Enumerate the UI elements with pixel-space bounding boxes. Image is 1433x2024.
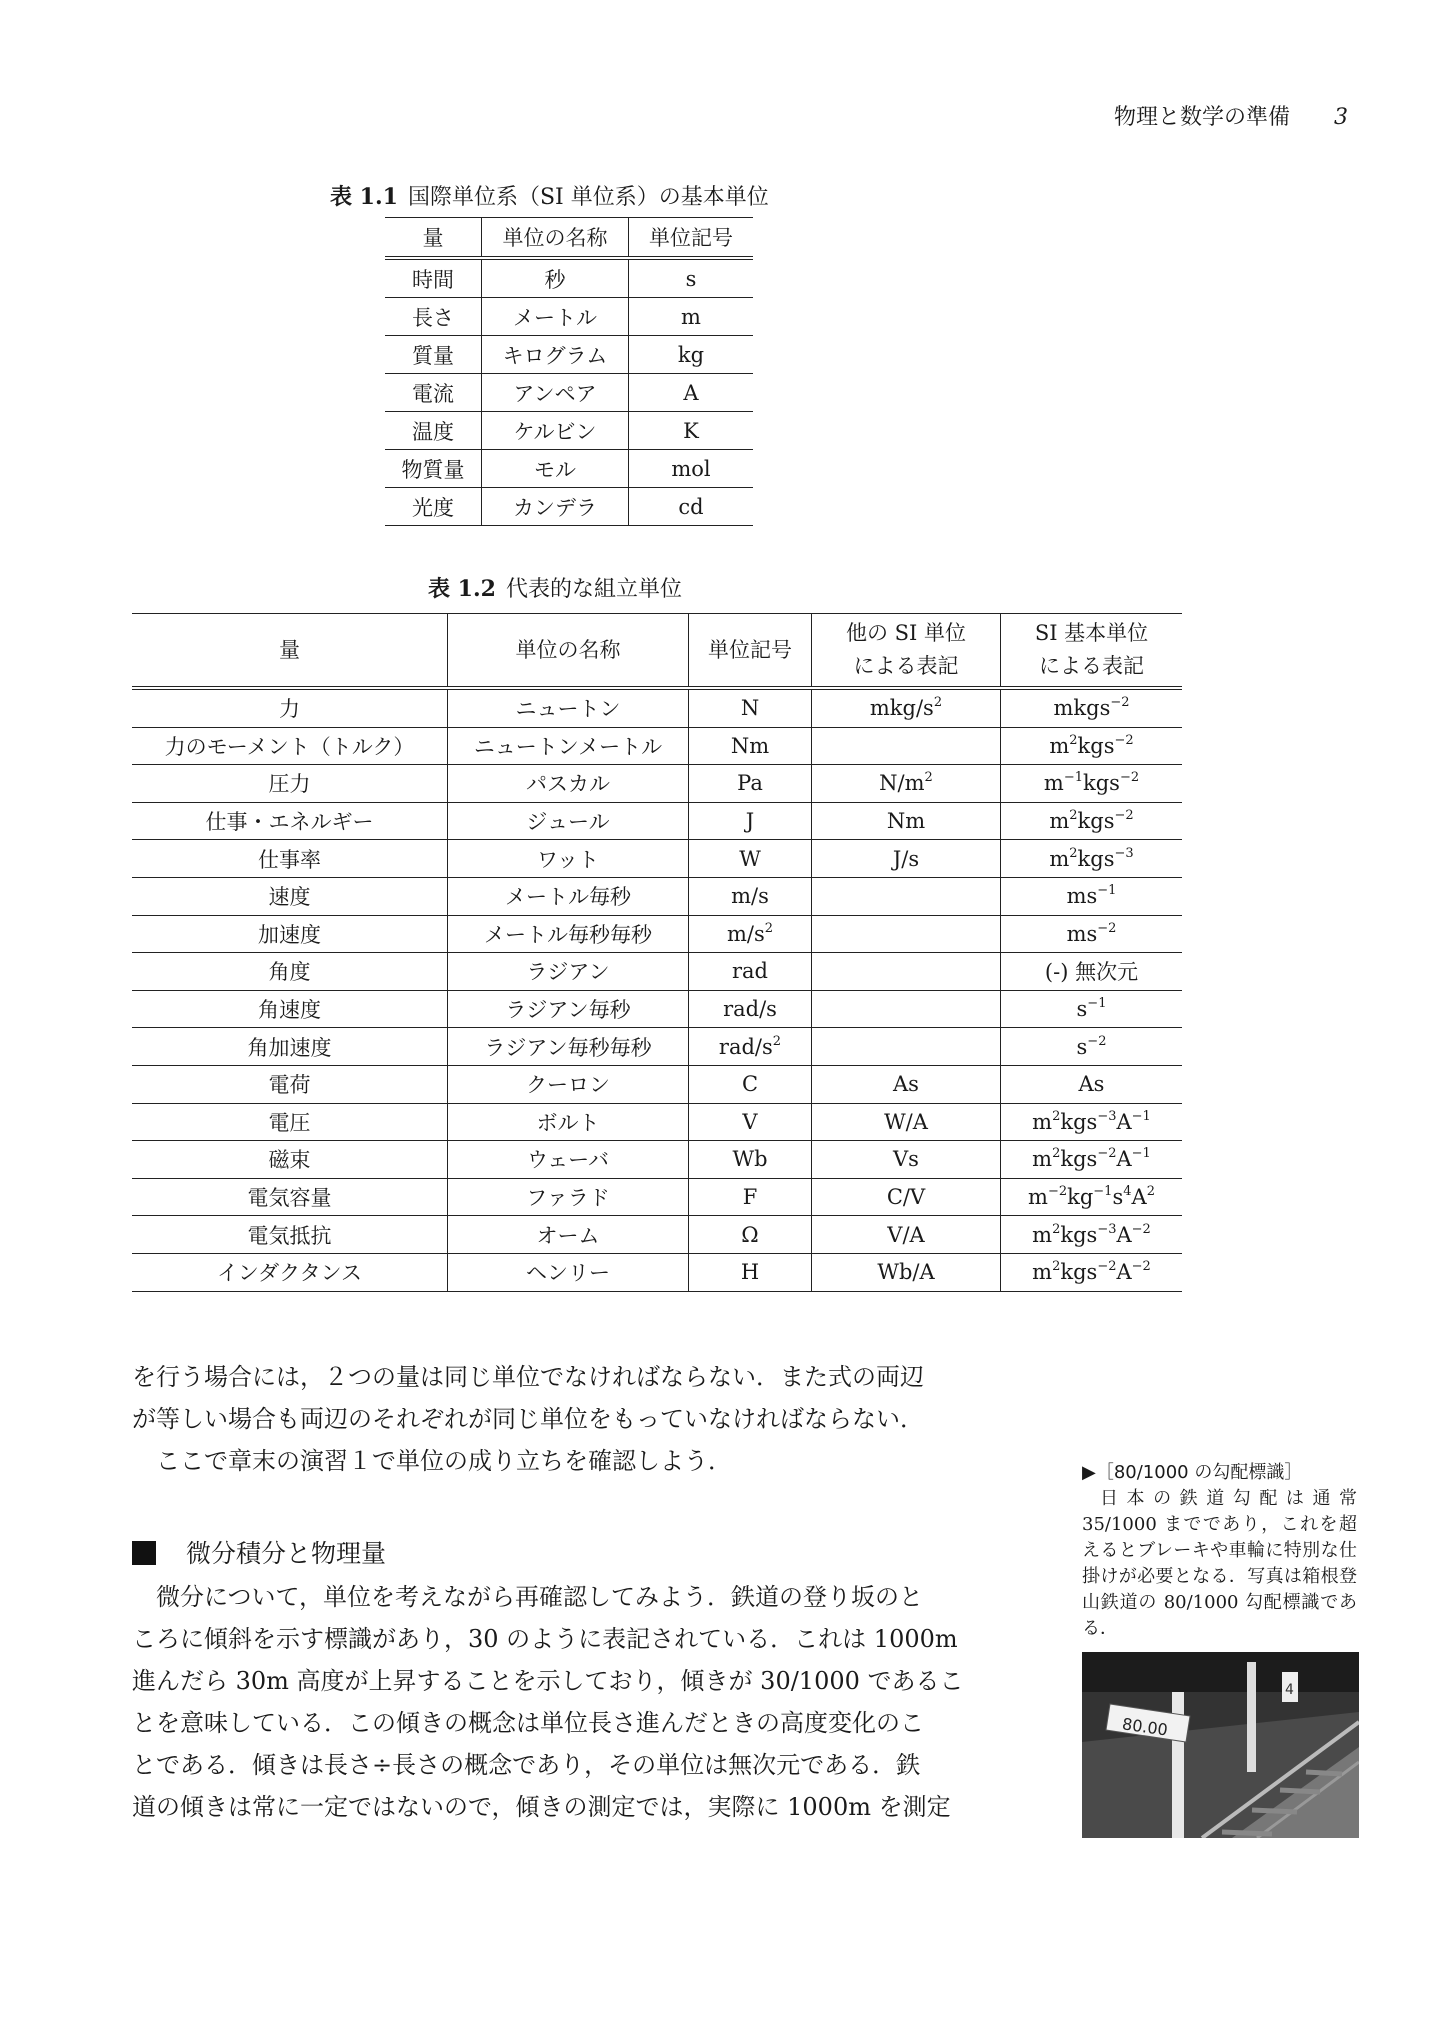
t1-cell-name: モル	[482, 450, 629, 488]
t1-cell-symbol: mol	[629, 450, 754, 488]
t2-cell-base-si: $m^{-2}kg^{-1}s^4A^2$	[1001, 1178, 1183, 1216]
t1-cell-quantity: 光度	[385, 488, 482, 526]
t2-header-symbol: 単位記号	[689, 614, 812, 689]
t2-row	[132, 840, 1182, 878]
body2-line: とである．傾きは長さ÷長さの概念であり，その単位は無次元である．鉄	[132, 1751, 921, 1779]
t1-row	[385, 374, 753, 412]
t2-row	[132, 953, 1182, 991]
t2-cell-symbol: W	[689, 840, 812, 878]
t2-row	[132, 688, 1182, 727]
t1-cell-symbol: K	[629, 412, 754, 450]
t2-cell-base-si: $m^2kgs^{-2}A^{-1}$	[1001, 1141, 1183, 1179]
t2-cell-quantity: 力	[132, 688, 448, 727]
t2-cell-symbol: rad/$s^2$	[689, 1028, 812, 1066]
t2-cell-symbol: N	[689, 688, 812, 727]
t2-cell-name: ファラド	[448, 1178, 689, 1216]
t1-cell-name: アンペア	[482, 374, 629, 412]
t1-header-symbol: 単位記号	[629, 218, 754, 259]
t2-cell-other-si: Vs	[812, 1141, 1001, 1179]
t2-row	[132, 1028, 1182, 1066]
t2-cell-name: ニュートンメートル	[448, 727, 689, 765]
table2-caption	[428, 572, 682, 603]
t2-cell-other-si: V/A	[812, 1216, 1001, 1254]
t2-cell-symbol: rad/s	[689, 990, 812, 1028]
t1-cell-name: 秒	[482, 258, 629, 298]
t1-cell-symbol: cd	[629, 488, 754, 526]
t1-header-quantity: 量	[385, 218, 482, 259]
photo-post-number: 4	[1285, 1682, 1294, 1698]
t2-cell-name: メートル毎秒	[448, 877, 689, 915]
body1-line: が等しい場合も両辺のそれぞれが同じ単位をもっていなければならない．	[132, 1405, 924, 1433]
t2-cell-name: ラジアン	[448, 953, 689, 991]
section-title: 微分積分と物理量	[186, 1539, 387, 1568]
t2-cell-name: メートル毎秒毎秒	[448, 915, 689, 953]
sidenote-title: ▶［80/1000 の勾配標識］	[1082, 1462, 1303, 1483]
table1-caption	[330, 180, 769, 211]
t2-cell-base-si: $s^{-2}$	[1001, 1028, 1183, 1066]
t2-cell-quantity: 電圧	[132, 1103, 448, 1141]
t2-row	[132, 765, 1182, 803]
t2-cell-symbol: C	[689, 1065, 812, 1103]
t2-cell-quantity: 力のモーメント（トルク）	[132, 727, 448, 765]
photo-sign-text: 80.00	[1120, 1714, 1169, 1740]
body-paragraph-2	[132, 1576, 1012, 1828]
t2-cell-base-si: $ms^{-2}$	[1001, 915, 1183, 953]
t1-cell-symbol: kg	[629, 336, 754, 374]
t2-header-name: 単位の名称	[448, 614, 689, 689]
t2-cell-name: ウェーバ	[448, 1141, 689, 1179]
t2-cell-symbol: rad	[689, 953, 812, 991]
t2-cell-symbol: $m/s^2$	[689, 915, 812, 953]
t1-row	[385, 488, 753, 526]
base-units-table	[385, 217, 753, 526]
t1-cell-name: ケルビン	[482, 412, 629, 450]
t2-cell-name: ヘンリー	[448, 1253, 689, 1291]
sidenote-text: 日本の鉄道勾配は通常 35/1000 までであり，これを超えるとブレーキや車輪に特別な仕掛けが必要となる．写真は箱根登山鉄道の 80/1000 勾配標識である．	[1082, 1488, 1357, 1639]
t2-cell-base-si: (-) 無次元	[1001, 953, 1183, 991]
t2-cell-symbol: Wb	[689, 1141, 812, 1179]
t1-cell-symbol: m	[629, 298, 754, 336]
body1-line: を行う場合には，２つの量は同じ単位でなければならない．また式の両辺	[132, 1363, 924, 1391]
t2-cell-quantity: 仕事率	[132, 840, 448, 878]
t2-cell-quantity: 磁束	[132, 1141, 448, 1179]
t2-cell-other-si: $N/m^2$	[812, 765, 1001, 803]
t2-cell-name: ラジアン毎秒	[448, 990, 689, 1028]
t2-cell-base-si: $m^2kgs^{-2}A^{-2}$	[1001, 1253, 1183, 1291]
t2-cell-name: ジュール	[448, 802, 689, 840]
t2-cell-symbol: m/s	[689, 877, 812, 915]
t1-row	[385, 298, 753, 336]
t2-cell-name: パスカル	[448, 765, 689, 803]
table2-label: 表 1.2	[428, 576, 496, 602]
t2-cell-other-si: C/V	[812, 1178, 1001, 1216]
t2-cell-other-si: As	[812, 1065, 1001, 1103]
t1-cell-symbol: A	[629, 374, 754, 412]
t2-cell-other-si	[812, 953, 1001, 991]
t2-cell-base-si: $m^2kgs^{-2}$	[1001, 727, 1183, 765]
body2-line: 進んだら 30m 高度が上昇することを示しており，傾きが 30/1000 であるこ	[132, 1667, 964, 1695]
t2-cell-name: ワット	[448, 840, 689, 878]
t2-cell-symbol: V	[689, 1103, 812, 1141]
t1-cell-quantity: 時間	[385, 258, 482, 298]
photo-illustration	[1082, 1652, 1359, 1838]
t1-cell-quantity: 電流	[385, 374, 482, 412]
t1-cell-symbol: s	[629, 258, 754, 298]
t2-cell-name: ラジアン毎秒毎秒	[448, 1028, 689, 1066]
railway-gradient-sign-photo	[1082, 1652, 1359, 1838]
body-paragraph-1	[132, 1356, 1012, 1482]
t2-header-quantity: 量	[132, 614, 448, 689]
t2-cell-base-si: $m^{-1}kgs^{-2}$	[1001, 765, 1183, 803]
t2-cell-other-si	[812, 727, 1001, 765]
t1-cell-name: カンデラ	[482, 488, 629, 526]
t2-cell-base-si: As	[1001, 1065, 1183, 1103]
t2-cell-other-si: J/s	[812, 840, 1001, 878]
t2-cell-name: クーロン	[448, 1065, 689, 1103]
table2-title: 代表的な組立単位	[505, 577, 682, 602]
t2-cell-base-si: $ms^{-1}$	[1001, 877, 1183, 915]
t1-cell-quantity: 長さ	[385, 298, 482, 336]
t2-cell-symbol: H	[689, 1253, 812, 1291]
body2-line: とを意味している．この傾きの概念は単位長さ進んだときの高度変化のこ	[132, 1709, 924, 1737]
t2-row	[132, 1253, 1182, 1291]
derived-units-table	[132, 613, 1182, 1292]
t2-header-other-si-line1: 他の SI 単位	[845, 621, 967, 645]
t2-cell-quantity: 角速度	[132, 990, 448, 1028]
header-title: 物理と数学の準備	[1113, 105, 1290, 130]
t2-cell-name: ニュートン	[448, 688, 689, 727]
t2-cell-symbol: F	[689, 1178, 812, 1216]
t2-cell-other-si	[812, 877, 1001, 915]
section-heading	[132, 1534, 386, 1570]
t2-header-base-si-line2: による表記	[1039, 654, 1144, 678]
t1-cell-name: メートル	[482, 298, 629, 336]
t2-cell-name: ボルト	[448, 1103, 689, 1141]
t2-header-other-si-line2: による表記	[853, 654, 959, 678]
t2-header-other-si	[812, 614, 1001, 689]
square-bullet-icon	[132, 1541, 156, 1565]
t2-cell-base-si: $m^2kgs^{-3}$	[1001, 840, 1183, 878]
t2-cell-symbol: J	[689, 802, 812, 840]
t2-cell-quantity: 電気抵抗	[132, 1216, 448, 1254]
t2-cell-other-si: Wb/A	[812, 1253, 1001, 1291]
t2-cell-quantity: 角度	[132, 953, 448, 991]
t2-cell-symbol: Nm	[689, 727, 812, 765]
t2-row	[132, 1216, 1182, 1254]
t2-cell-other-si	[812, 990, 1001, 1028]
t2-cell-quantity: インダクタンス	[132, 1253, 448, 1291]
t2-row	[132, 877, 1182, 915]
t1-row	[385, 336, 753, 374]
t2-row	[132, 1178, 1182, 1216]
t2-header-base-si-line1: SI 基本単位	[1034, 621, 1149, 645]
body2-line: 道の傾きは常に一定ではないので，傾きの測定では，実際に 1000m を測定	[132, 1793, 951, 1821]
running-header	[1114, 100, 1348, 131]
t2-cell-other-si: W/A	[812, 1103, 1001, 1141]
body1-line: ここで章末の演習１で単位の成り立ちを確認しよう．	[156, 1447, 732, 1475]
t2-cell-quantity: 電荷	[132, 1065, 448, 1103]
t2-row	[132, 727, 1182, 765]
t2-cell-quantity: 速度	[132, 877, 448, 915]
t2-cell-base-si: $m^2kgs^{-3}A^{-1}$	[1001, 1103, 1183, 1141]
t1-row	[385, 258, 753, 298]
t2-cell-base-si: $m^2kgs^{-3}A^{-2}$	[1001, 1216, 1183, 1254]
t2-cell-quantity: 仕事・エネルギー	[132, 802, 448, 840]
t2-row	[132, 915, 1182, 953]
t2-cell-other-si: mkg/$s^2$	[812, 688, 1001, 727]
page-number: 3	[1334, 105, 1348, 130]
t2-cell-symbol: Pa	[689, 765, 812, 803]
table1-title: 国際単位系（SI 単位系）の基本単位	[407, 185, 769, 210]
t1-row	[385, 450, 753, 488]
body2-line: 微分について，単位を考えながら再確認してみよう．鉄道の登り坂のと	[156, 1583, 924, 1611]
t2-row	[132, 990, 1182, 1028]
t2-row	[132, 1141, 1182, 1179]
t2-cell-quantity: 圧力	[132, 765, 448, 803]
t1-cell-quantity: 質量	[385, 336, 482, 374]
t2-cell-base-si: $m^2kgs^{-2}$	[1001, 802, 1183, 840]
t2-row	[132, 802, 1182, 840]
t2-cell-other-si	[812, 915, 1001, 953]
t1-cell-name: キログラム	[482, 336, 629, 374]
t2-cell-base-si: mkgs$^{-2}$	[1001, 688, 1183, 727]
t1-cell-quantity: 物質量	[385, 450, 482, 488]
t2-cell-quantity: 電気容量	[132, 1178, 448, 1216]
sidenote	[1082, 1460, 1357, 1642]
t1-header-name: 単位の名称	[482, 218, 629, 259]
t2-cell-name: オーム	[448, 1216, 689, 1254]
t1-row	[385, 412, 753, 450]
t2-row	[132, 1103, 1182, 1141]
t2-cell-quantity: 加速度	[132, 915, 448, 953]
t2-row	[132, 1065, 1182, 1103]
t1-cell-quantity: 温度	[385, 412, 482, 450]
t2-cell-base-si: $s^{-1}$	[1001, 990, 1183, 1028]
t2-cell-quantity: 角加速度	[132, 1028, 448, 1066]
t2-cell-symbol: Ω	[689, 1216, 812, 1254]
t2-header-base-si	[1001, 614, 1183, 689]
t2-cell-other-si: Nm	[812, 802, 1001, 840]
body2-line: ころに傾斜を示す標識があり，30 のように表記されている．これは 1000m	[132, 1625, 958, 1653]
t2-cell-other-si	[812, 1028, 1001, 1066]
table1-label: 表 1.1	[330, 184, 398, 210]
